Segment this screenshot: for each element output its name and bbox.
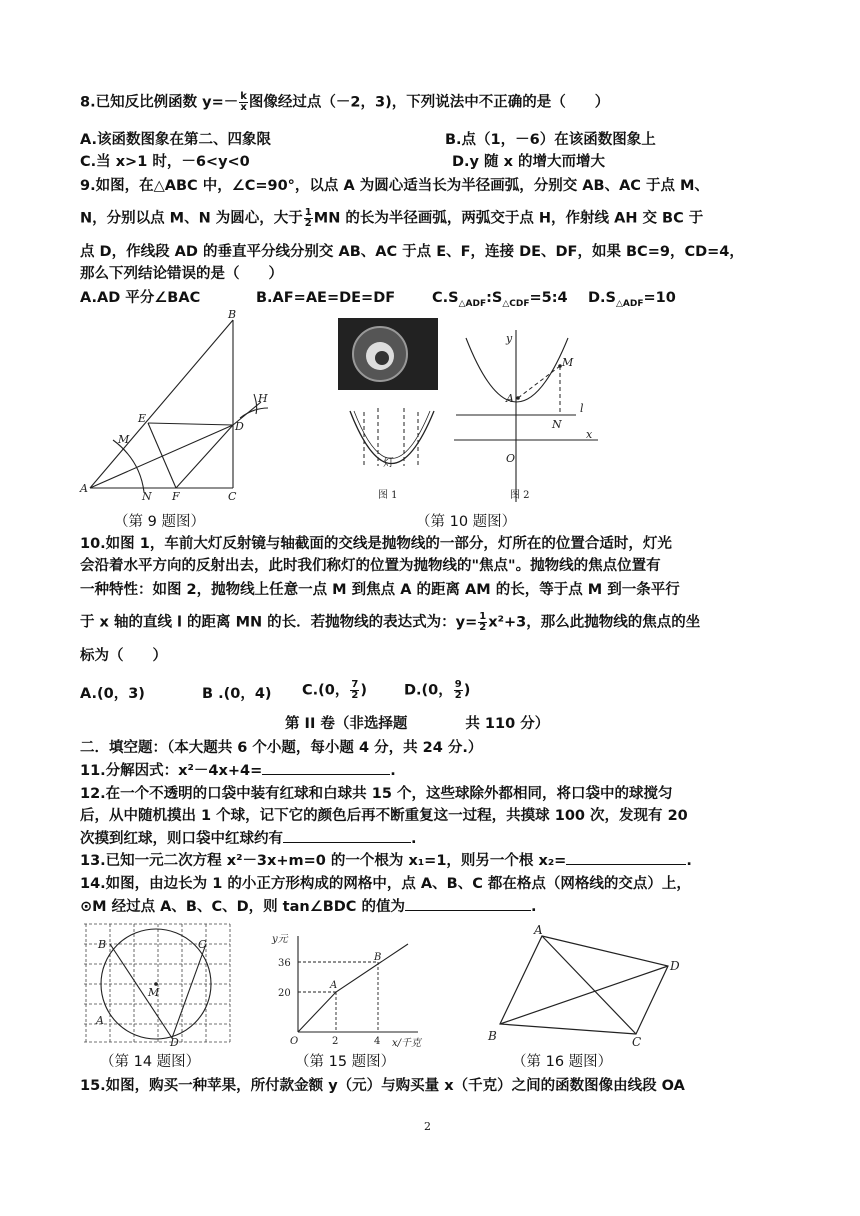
label-f: F: [172, 490, 180, 503]
q9-option-d: $D.S_{\triangle ADF}=10$: [588, 290, 676, 309]
label-a: A: [506, 392, 514, 405]
figure-10: [336, 316, 606, 506]
q10-line5: 标为（ ）: [80, 648, 167, 664]
q9-option-a: A.AD 平分∠BAC: [80, 290, 201, 306]
q9-option-c: $C.S_{\triangle ADF}:S_{\triangle CDF}=5:4$: [432, 290, 568, 309]
q9-option-b: B.AF=AE=DE=DF: [256, 290, 396, 306]
q12-line2: 后，从中随机摸出 1 个球，记下它的颜色后再不断重复这一过程，共摸球 100 次，发现有 20: [80, 808, 688, 824]
q10-line3: 一种特性：如图 2，抛物线上任意一点 M 到焦点 A 的距离 AM 的长，等于点 M 到一条平行: [80, 582, 680, 598]
q8-option-d: D.y 随 x 的增大而增大: [452, 154, 605, 170]
q11: 11.分解因式：x²－4x+4= .: [80, 760, 396, 781]
q15-line1: 15.如图，购买一种苹果，所付款金额 y（元）与购买量 x（千克）之间的函数图像由线段 OA: [80, 1078, 685, 1094]
figure-15: [268, 926, 428, 1048]
page-number: 2: [424, 1120, 431, 1133]
label-b: B: [98, 938, 107, 951]
fig2-label: 图 2: [510, 490, 530, 501]
y-tick-36: 36: [278, 958, 291, 969]
label-o: O: [290, 1036, 299, 1047]
figure-16: [484, 924, 694, 1048]
q10-option-a: A.(0，3): [80, 686, 145, 702]
y-tick-20: 20: [278, 988, 291, 999]
q9-line2: N，分别以点 M、N 为圆心，大于 $\frac{1}{2}$ MN 的长为半径画弧，两弧交于点 H，作射线 AH 交 BC 于: [80, 207, 704, 229]
label-l: l: [580, 402, 584, 415]
label-x: x: [586, 428, 593, 441]
q10-line4: 于 x 轴的直线 l 的距离 MN 的长．若抛物线的表达式为：y= $\frac{1}{2}$ x²+3，那么此抛物线的焦点的坐: [80, 611, 701, 633]
fraction: $\frac{1}{2}$: [304, 207, 312, 229]
q10-option-d: D.(0， $\frac{9}{2}$ ): [404, 679, 471, 701]
label-c: C: [632, 1035, 642, 1048]
q8-stem: 8.已知反比例函数 y=－ $\frac{k}{x}$ 图像经过点（－2，3)，下列说法中不正确的是（ ）: [80, 91, 610, 113]
label-e: E: [138, 412, 147, 425]
label-a: A: [330, 980, 338, 991]
figure-9-caption: （第 9 题图）: [114, 514, 205, 530]
label-d: D: [235, 420, 244, 433]
answer-blank: [405, 896, 531, 911]
answer-blank: [283, 828, 411, 843]
q8-option-a: A.该函数图象在第二、四象限: [80, 132, 271, 148]
answer-blank: [262, 760, 390, 775]
label-a: A: [534, 924, 543, 937]
label-o: O: [506, 452, 516, 465]
x-axis-label: x/千克: [392, 1038, 422, 1048]
lamp-label: 灯: [383, 456, 394, 469]
figure-16-caption: （第 16 题图）: [512, 1054, 613, 1070]
label-c: C: [198, 938, 207, 951]
label-b: B: [228, 310, 237, 321]
label-c: C: [228, 490, 237, 503]
q9-line4: 那么下列结论错误的是（ ）: [80, 266, 283, 282]
q14-line2: ⊙M 经过点 A、B、C、D，则 tan∠BDC 的值为 .: [80, 896, 537, 917]
q13: 13.已知一元二次方程 x²－3x+m=0 的一个根为 x₁=1，则另一个根 x₂= .: [80, 850, 692, 871]
answer-blank: [566, 850, 686, 865]
q8-option-c: C.当 x>1 时，－6<y<0: [80, 154, 250, 170]
label-a: A: [80, 482, 88, 495]
q9-line1: 9.如图，在△ABC 中，∠C=90°，以点 A 为圆心适当长为半径画弧，分别交 AB、AC 于点 M、: [80, 178, 709, 194]
label-y: y: [506, 332, 513, 345]
y-axis-label: y元: [272, 934, 288, 945]
fraction: $\frac{k}{x}$: [240, 91, 247, 113]
q10-option-c: C.(0， $\frac{7}{2}$ ): [302, 679, 367, 701]
label-d: D: [170, 1036, 179, 1047]
figure-14-caption: （第 14 题图）: [100, 1054, 201, 1070]
figure-9: [78, 310, 278, 505]
figure-15-caption: （第 15 题图）: [295, 1054, 396, 1070]
q10-line2: 会沿着水平方向的反射出去，此时我们称灯的位置为抛物线的"焦点"。抛物线的焦点位置有: [80, 558, 661, 574]
label-m: M: [118, 433, 130, 446]
label-b: B: [374, 952, 382, 963]
label-h: H: [258, 392, 268, 405]
label-n: N: [552, 418, 562, 431]
fig1-label: 图 1: [378, 490, 398, 501]
label-a: A: [96, 1014, 104, 1027]
label-d: D: [670, 959, 680, 973]
q14-line1: 14.如图，由边长为 1 的小正方形构成的网格中，点 A、B、C 都在格点（网格线的交点）上，: [80, 876, 691, 892]
part2-title: 第 II 卷（非选择题 共 110 分）: [285, 716, 550, 732]
label-m: M: [562, 356, 574, 369]
figure-14: [84, 922, 234, 1047]
q8-option-b: B.点（1，－6）在该函数图象上: [445, 132, 656, 148]
figure-10-caption: （第 10 题图）: [416, 514, 517, 530]
q9-line3: 点 D，作线段 AD 的垂直平分线分别交 AB、AC 于点 E、F，连接 DE、DF，如果 BC=9，CD=4，: [80, 244, 744, 260]
q12-line1: 12.在一个不透明的口袋中装有红球和白球共 15 个，这些球除外都相同，将口袋中的球搅匀: [80, 786, 673, 802]
label-b: B: [488, 1029, 497, 1043]
label-n: N: [142, 490, 152, 503]
q12-line3: 次摸到红球，则口袋中红球约有 .: [80, 828, 417, 849]
q10-option-b: B .(0，4): [202, 686, 272, 702]
section-title: 二．填空题：（本大题共 6 个小题，每小题 4 分，共 24 分.）: [80, 740, 483, 756]
label-m: M: [148, 986, 160, 999]
fraction: $\frac{1}{2}$: [479, 611, 487, 633]
x-tick-4: 4: [374, 1036, 381, 1047]
x-tick-2: 2: [332, 1036, 339, 1047]
q10-line1: 10.如图 1，车前大灯反射镜与轴截面的交线是抛物线的一部分，灯所在的位置合适时，灯光: [80, 536, 672, 552]
